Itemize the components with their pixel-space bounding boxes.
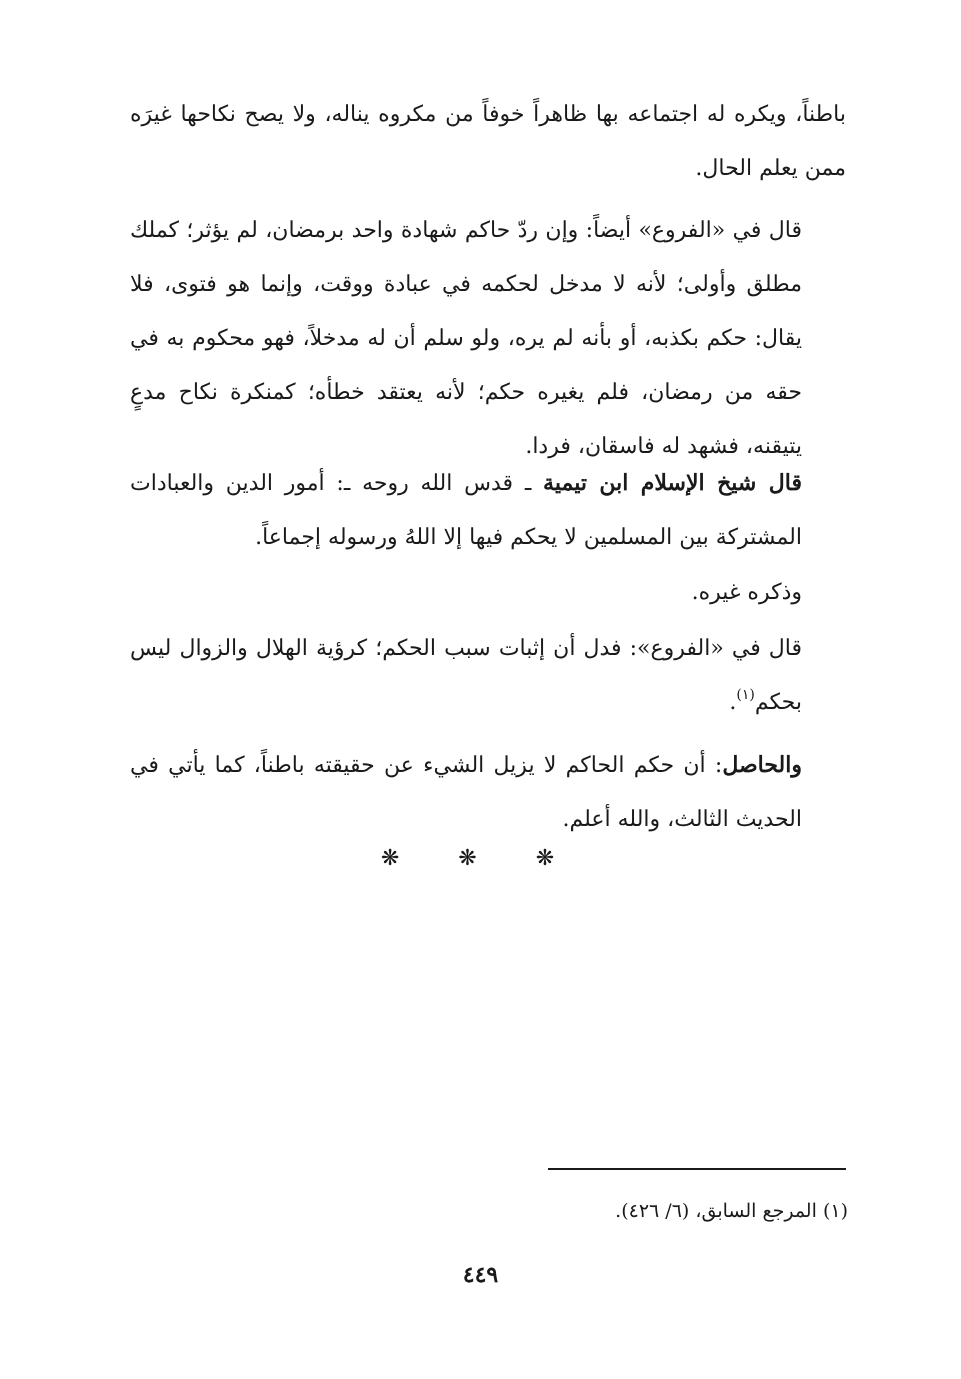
section-separator-stars: ❋ ❋ ❋ <box>380 846 581 871</box>
footnote <box>300 1196 848 1226</box>
footnote-marker: (١) <box>822 1200 848 1222</box>
footnote-divider <box>548 1168 846 1170</box>
paragraph-text: ـ قدس الله روحه ـ: أمور الدين والعبادات المشتركة بين المسلمين لا يحكم فيها إلا اللهُ ورسوله إجماعاً. <box>130 471 802 550</box>
paragraph-summary <box>130 738 846 847</box>
paragraph-text: باطناً، ويكره له اجتماعه بها ظاهراً خوفاً من مكروه يناله، ولا يصح نكاحها غيرَه ممن يعلم الحال. <box>130 102 846 181</box>
paragraph-text: قال في «الفروع»: فدل أن إثبات سبب الحكم؛ كرؤية الهلال والزوال ليس بحكم <box>130 636 802 715</box>
paragraph-mentioned-by-others <box>130 566 846 620</box>
page-number: ٤٤٩ <box>462 1262 499 1288</box>
paragraph-lead-bold: والحاصل <box>722 752 802 778</box>
paragraph-text: قال في «الفروع» أيضاً: وإن ردّ حاكم شهادة واحد برمضان، لم يؤثر؛ كملك مطلق وأولى؛ لأنه لا مدخل لحكمه في عبادة ووقت، وإنما هو فتوى، فلا يقال: حكم بكذبه، أو بأنه لم يره، ولو سلم أن له مدخلاً، فهو محكوم به في حقه من رمضان، فلم يغيره حكم؛ لأنه يعتقد خطأه؛ كمنكرة نكاح مدعٍ يتيقنه، فشهد له فاسقان، فردا. <box>130 218 802 459</box>
paragraph-text: : أن حكم الحاكم لا يزيل الشيء عن حقيقته باطناً، كما يأتي في الحديث الثالث، والله أعلم. <box>130 753 802 832</box>
paragraph-ibn-taymiyyah <box>130 456 846 565</box>
paragraph-furu-conclusion <box>130 622 846 730</box>
footnote-reference[interactable]: (١) <box>736 687 755 703</box>
paragraph-text: وذكره غيره. <box>691 580 802 605</box>
paragraph-lead-bold: قال شيخ الإسلام ابن تيمية <box>543 470 802 496</box>
paragraph-continuation <box>130 88 846 196</box>
paragraph-furu-ramadan <box>130 204 846 474</box>
paragraph-end-mark: . <box>729 690 737 715</box>
footnote-text: المرجع السابق، (٦/ ٤٢٦). <box>615 1200 817 1222</box>
